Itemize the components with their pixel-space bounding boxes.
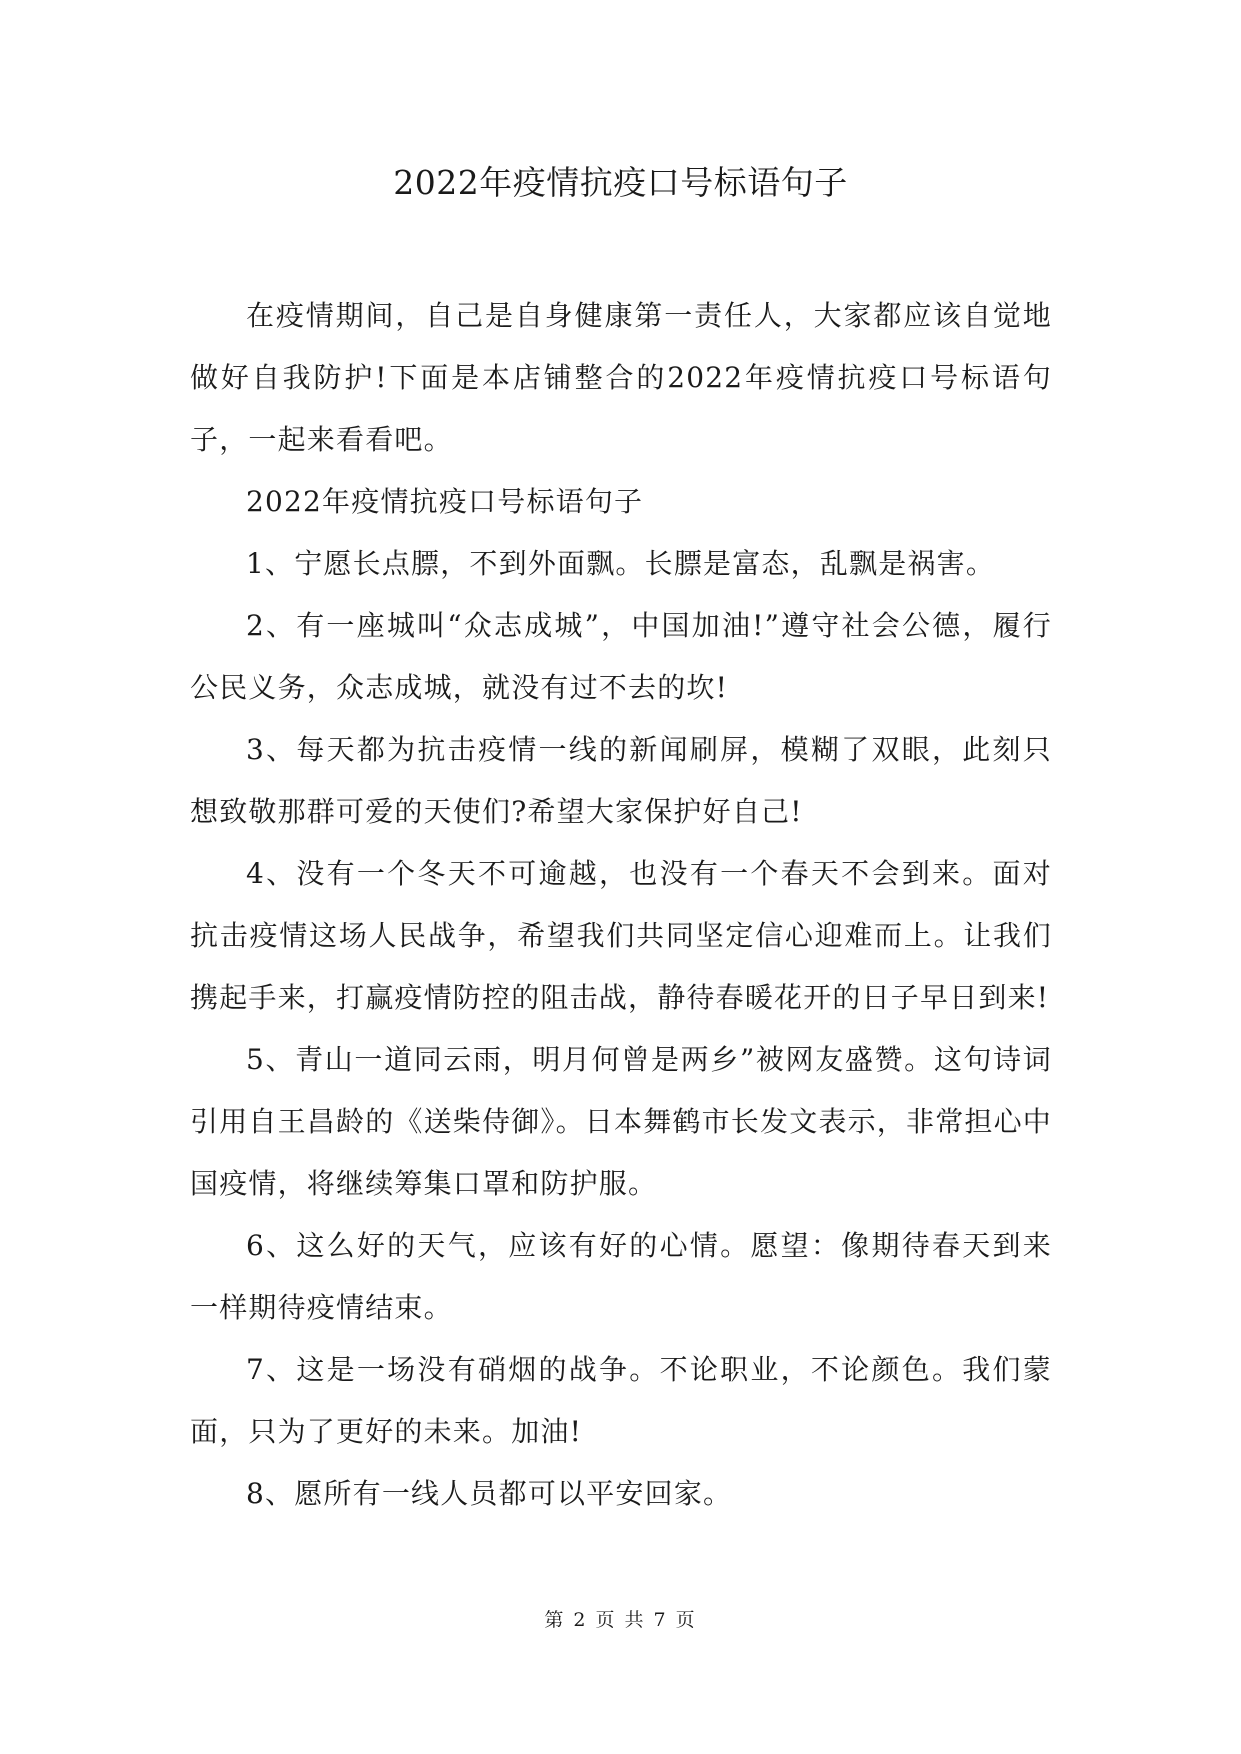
slogan-item-4: 4、没有一个冬天不可逾越，也没有一个春天不会到来。面对抗击疫情这场人民战争，希望我们共同坚定信心迎难而上。让我们携起手来，打赢疫情防控的阻击战，静待春暖花开的日子早日到来!	[190, 857, 1052, 1014]
slogan-item-1: 1、宁愿长点膘，不到外面飘。长膘是富态，乱飘是祸害。	[246, 547, 996, 580]
paragraph-intro: 在疫情期间，自己是自身健康第一责任人，大家都应该自觉地做好自我防护!下面是本店铺整合的2022年疫情抗疫口号标语句子，一起来看看吧。	[190, 299, 1052, 456]
document-title: 2022年疫情抗疫口号标语句子	[393, 163, 848, 202]
page-number-footer: 第 2 页 共 7 页	[544, 1609, 697, 1631]
slogan-item-8: 8、愿所有一线人员都可以平安回家。	[246, 1477, 733, 1510]
slogan-item-7: 7、这是一场没有硝烟的战争。不论职业，不论颜色。我们蒙面，只为了更好的未来。加油!	[190, 1353, 1052, 1448]
slogan-item-6: 6、这么好的天气，应该有好的心情。愿望：像期待春天到来一样期待疫情结束。	[190, 1229, 1052, 1324]
slogan-item-2: 2、有一座城叫“众志成城”，中国加油!”遵守社会公德，履行公民义务，众志成城，就没有过不去的坎!	[190, 609, 1052, 704]
slogan-item-3: 3、每天都为抗击疫情一线的新闻刷屏，模糊了双眼，此刻只想致敬那群可爱的天使们?希望大家保护好自己!	[190, 733, 1052, 828]
paragraph-subtitle: 2022年疫情抗疫口号标语句子	[246, 485, 644, 518]
slogan-item-5: 5、青山一道同云雨，明月何曾是两乡”被网友盛赞。这句诗词引用自王昌龄的《送柴侍御》。日本舞鹤市长发文表示，非常担心中国疫情，将继续筹集口罩和防护服。	[190, 1043, 1053, 1200]
document-body	[190, 285, 1052, 1525]
